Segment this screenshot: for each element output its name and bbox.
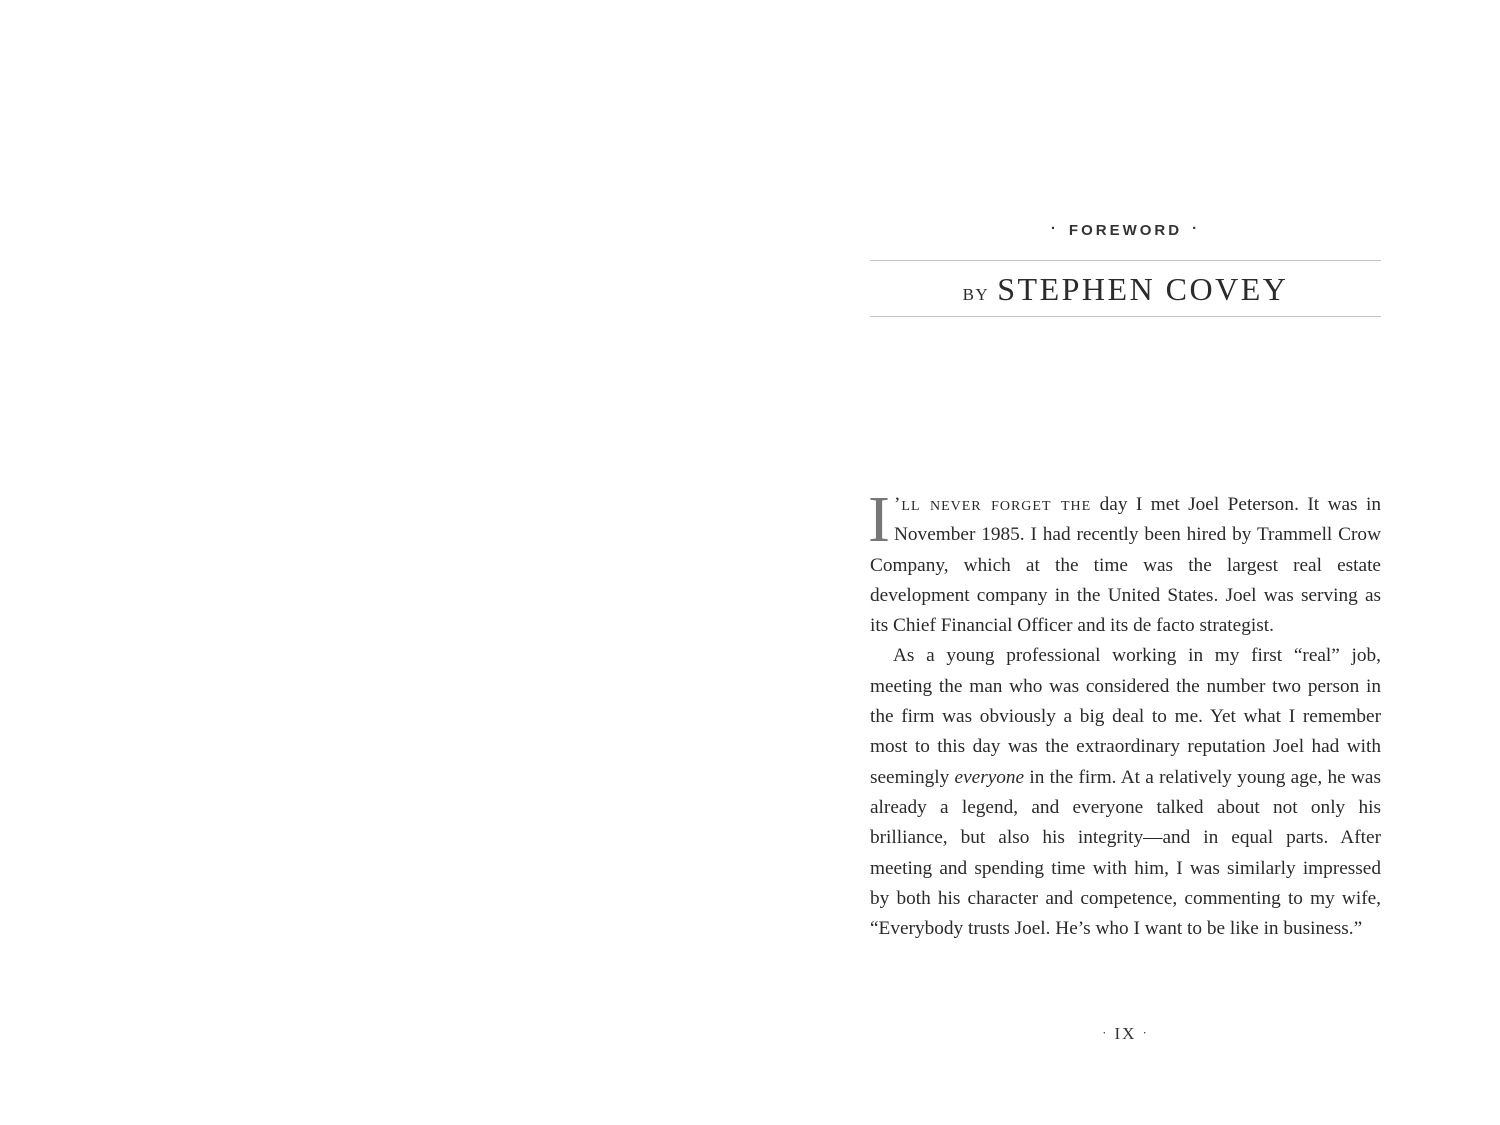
body-text <box>868 483 1381 944</box>
bullet-left: · <box>1050 220 1059 237</box>
paragraph-2-text-a: As a young professional working in my first “real” job, meeting the man who was considered the number two person in the firm was obviously a big deal to me. Yet what I remember most to this day was the extraordinary reputation Joel had with seemingly <box>870 645 1381 788</box>
title-rule-top <box>870 260 1381 261</box>
chapter-title <box>870 266 1381 319</box>
page-number <box>870 1022 1381 1047</box>
paragraph-2-text-b: in the firm. At a relatively young age, he was already a legend, and everyone talked about not only his brilliance, but also his integrity—and in equal parts. After meeting and spending time with him, I was similarly impressed by both his character and competence, commenting to my wife, “Everybody trusts Joel. He’s who I want to be like in business.” <box>870 766 1381 940</box>
paragraph-1-text: day I met Joel Peterson. It was in November 1985. I had recently been hired by Trammell Crow Company, which at the time was the largest real estate development company in the United States. Joel was serving as its Chief Financial Officer and its de facto strategist. <box>870 494 1381 637</box>
lead-in: ’ll never forget the <box>893 494 1092 515</box>
author-name: STEPHEN COVEY <box>997 271 1289 307</box>
bullet-right: · <box>1192 220 1201 237</box>
title-prefix: BY <box>962 285 990 304</box>
paragraph-1 <box>868 483 1381 641</box>
title-rule-bottom <box>870 316 1381 317</box>
page-number-text: IX <box>1114 1024 1137 1043</box>
paragraph-2 <box>870 641 1381 944</box>
emphasis-everyone: everyone <box>954 766 1025 788</box>
section-label-text: FOREWORD <box>1068 222 1183 239</box>
drop-cap: I <box>868 483 890 556</box>
folio-bullet-right: · <box>1142 1025 1149 1040</box>
folio-bullet-left: · <box>1102 1025 1109 1040</box>
section-label <box>870 220 1381 242</box>
